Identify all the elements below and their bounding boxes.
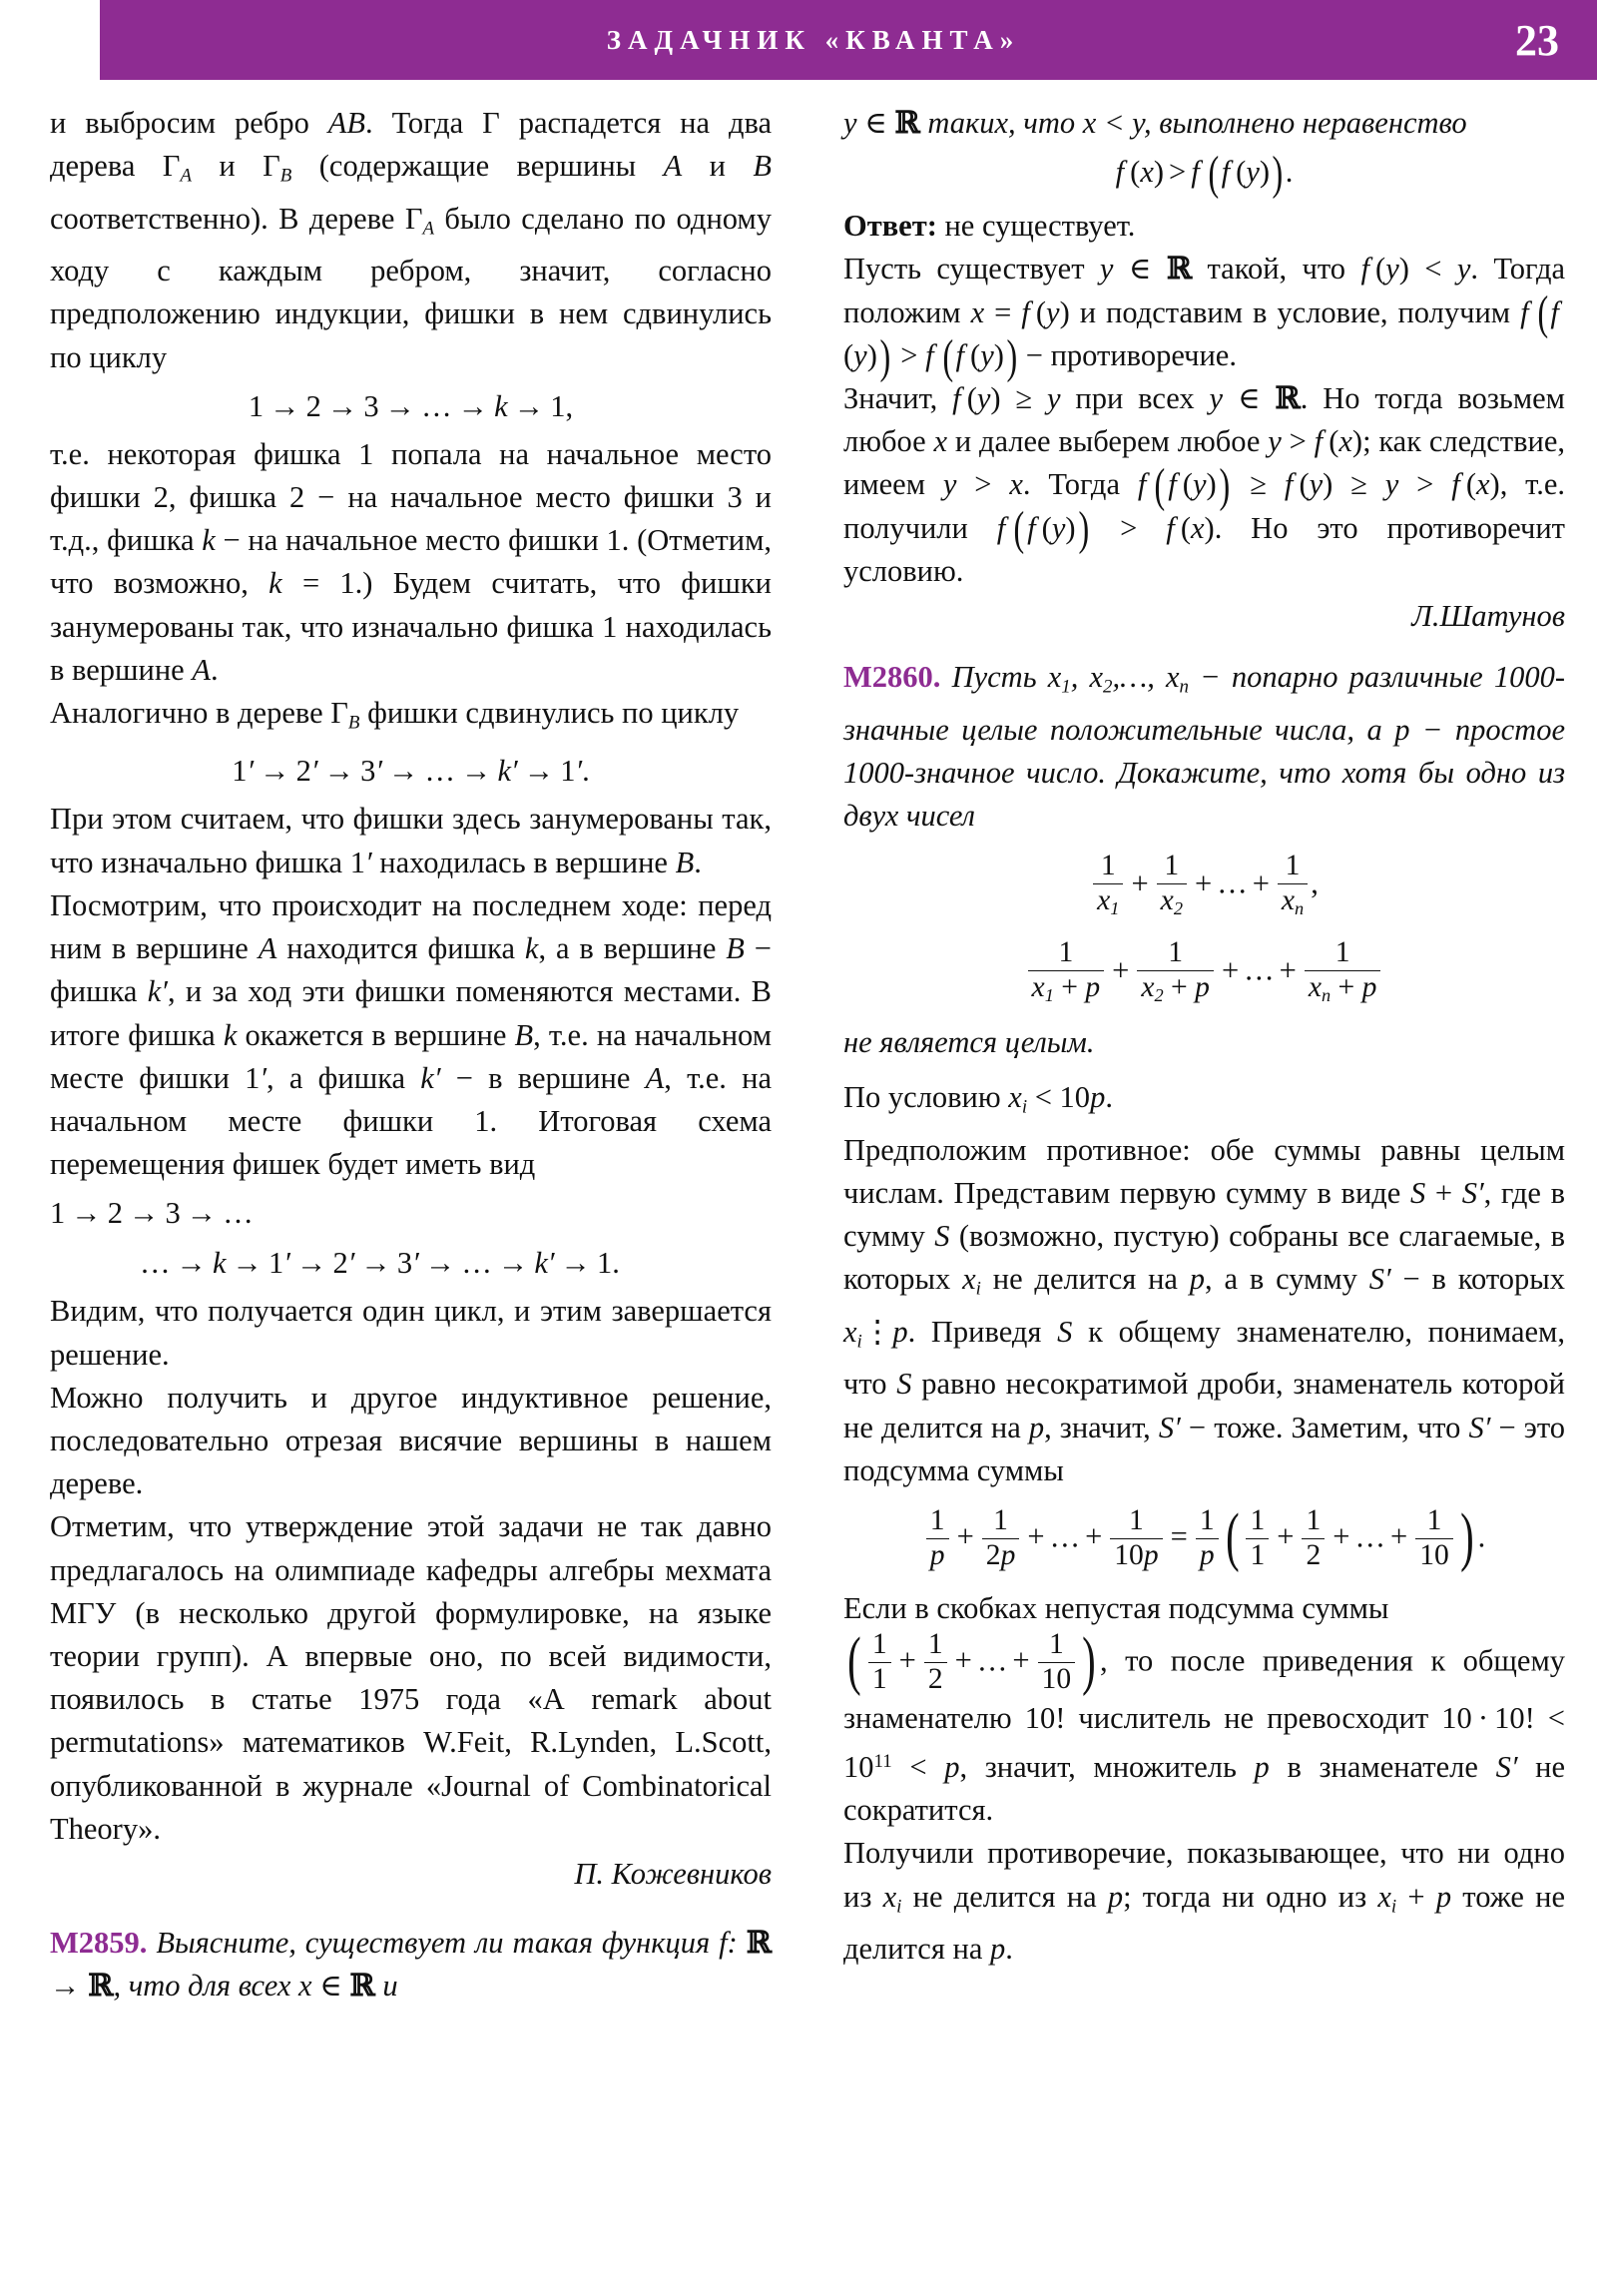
paragraph: По условию $x_i < 10p$. [843, 1080, 1113, 1118]
display-formula-cycle-2: 1′ → 2′ → 3′ → … → k′ → 1′. [232, 754, 590, 789]
answer-text: не существует. [944, 209, 1136, 244]
paragraph: не является целым. [843, 1025, 1095, 1060]
problem-2859: M2859. Выясните, существует ли такая функция f: ℝ → ℝ, что для всех x ∈ ℝ и [50, 1925, 772, 2005]
problem-number: M2860. [843, 660, 941, 695]
right-column [843, 102, 1565, 1971]
paragraph: Получили противоречие, показывающее, что ни одно из $x_i$ не делится на p; тогда ни одно из $x_i + p$ тоже не делится на p. [843, 1836, 1565, 1966]
display-formula-sum-3: $\frac{1}{p}$ + $\frac{1}{2p}$ + … + $\frac{1}{10p}$ = $\frac{1}{p}$ ( $\frac{1}{1}$ + $\frac{1}{2}$ + … + $\frac{1}{10}$ ) . [843, 1506, 1565, 1573]
paragraph: Можно получить и другое индуктивное решение, последовательно отрезая висячие вершины в нашем дереве. [50, 1380, 772, 1501]
problem-2860: M2860. Пусть $x_1$, $x_2,\dots$, $x_n$ − попарно различные 1000-значные целые положительные числа, а p − простое 1000-значное число. Докажите, что хотя бы одно из двух чисел [843, 660, 1565, 834]
paragraph: Предположим противное: обе суммы равны целым числам. Представим первую сумму в виде S + S′, где в сумму S (возможно, пустую) собраны все слагаемые, в которых $x_i$ не делится на p, а в сумму S′ − в которых $x_i⋮p$. Приведя S к общему знаменателю, понимаем, что S равно несократимой дроби, знаменатель которой не делится на p, значит, S′ − тоже. Заметим, что S′ − это подсумма суммы [843, 1132, 1566, 1487]
display-formula-cycle-1: 1 → 2 → 3 → … → k → 1, [248, 388, 574, 423]
paragraph: т.е. некоторая фишка 1 попала на начальное место фишки 2, фишка 2 − на начальное место фишки 3 и т.д., фишка k − на начальное место фишки 1. (Отметим, что возможно, k = 1.) Будем считать, что фишки занумерованы так, что изначально фишка 1 находилась в вершине A. [50, 436, 772, 687]
left-column [50, 102, 772, 2009]
display-formula-cycle-3a: 1 → 2 → 3 → … [50, 1196, 254, 1231]
problem-number: M2859. [50, 1926, 148, 1961]
paragraph: Видим, что получается один цикл, и этим завершается решение. [50, 1294, 772, 1372]
display-formula-cycle-3b: … → k → 1′ → 2′ → 3′ → … → k′ → 1. [140, 1246, 620, 1281]
page-header-title: ЗАДАЧНИК «КВАНТА» [606, 24, 1021, 55]
answer-label: Ответ: [843, 209, 937, 244]
display-formula-sum-1: $\frac{1}{x_1}$ + $\frac{1}{x_2}$ + … + $\frac{1}{x_n}$ , [843, 852, 1565, 920]
paragraph: Посмотрим, что происходит на последнем ходе: перед ним в вершине A находится фишка k, а в вершине B − фишка k′, и за ход эти фишки поменяются местами. В итоге фишка k окажется в вершине B, т.е. на начальном месте фишки 1′, а фишка k′ − в вершине A, т.е. на начальном месте фишки 1. Итоговая схема перемещения фишек будет иметь вид [50, 887, 772, 1182]
paragraph: Отметим, что утверждение этой задачи не так давно предлагалось на олимпиаде кафедры алгебры мехмата МГУ (в несколько другой формулировке, на языке теории групп). А впервые оно, по всей видимости, появилось в статье 1975 года «A remark about permutations» математиков W.Feit, R.Lynden, L.Scott, опубликованной в журнале «Journal of Combinatorical Theory». [50, 1509, 772, 1846]
page-body [0, 80, 1597, 2296]
page-header-bar [100, 0, 1597, 80]
display-formula-fx-gt-ffy: f (x) > f (f (y)). [1115, 148, 1294, 201]
display-formula-sum-2: $\frac{1}{x_1 + p}$ + $\frac{1}{x_2 + p}$ + … + $\frac{1}{x_n + p}$ [843, 938, 1565, 1007]
paragraph: и выбросим ребро AB. Тогда Γ распадется на два дерева $\Gamma_A$ и $\Gamma_B$ (содержащие вершины A и B соответственно). В дереве $\Gamma_A$ было сделано по одному ходу с каждым ребром, значит, согласно предположению индукции, фишки в нем сдвинулись по циклу [50, 106, 773, 374]
paragraph: Значит, f (y) ≥ y при всех y ∈ ℝ. Но тогда возьмем любое x и далее выберем любое y > f (x); как следствие, имеем y > x. Тогда f (f (y)) ≥ f (y) ≥ y > f (x), т.е. получили f (f (y)) > f (x). Но это противоречит условию. [843, 380, 1566, 588]
solution-author: П. Кожевников [574, 1856, 772, 1891]
page-number: 23 [1515, 15, 1559, 65]
paragraph: y ∈ ℝ таких, что x < y, выполнено неравенство [843, 105, 1467, 141]
paragraph: При этом считаем, что фишки здесь занумерованы так, что изначально фишка 1′ находилась в вершине B. [50, 802, 772, 879]
paragraph: Пусть существует y ∈ ℝ такой, что f (y) < y. Тогда положим x = f (y) и подставим в условие, получим f (f (y)) > f (f (y)) − противоречие. [843, 251, 1566, 383]
answer-line [843, 205, 1565, 248]
paragraph: ( $\frac{1}{1}$ + $\frac{1}{2}$ + … + $\frac{1}{10}$ ) , то после приведения к общему знаменателю 10! числитель не превосходит 10 · 10! < $10^{11} < p$, значит, множитель p в знаменателе S′ не сократится. [843, 1625, 1566, 1828]
paragraph: Аналогично в дереве $\Gamma_B$ фишки сдвинулись по циклу [50, 696, 740, 734]
paragraph: Если в скобках непустая подсумма суммы [843, 1590, 1389, 1625]
solution-author: Л.Шатунов [1411, 599, 1565, 634]
